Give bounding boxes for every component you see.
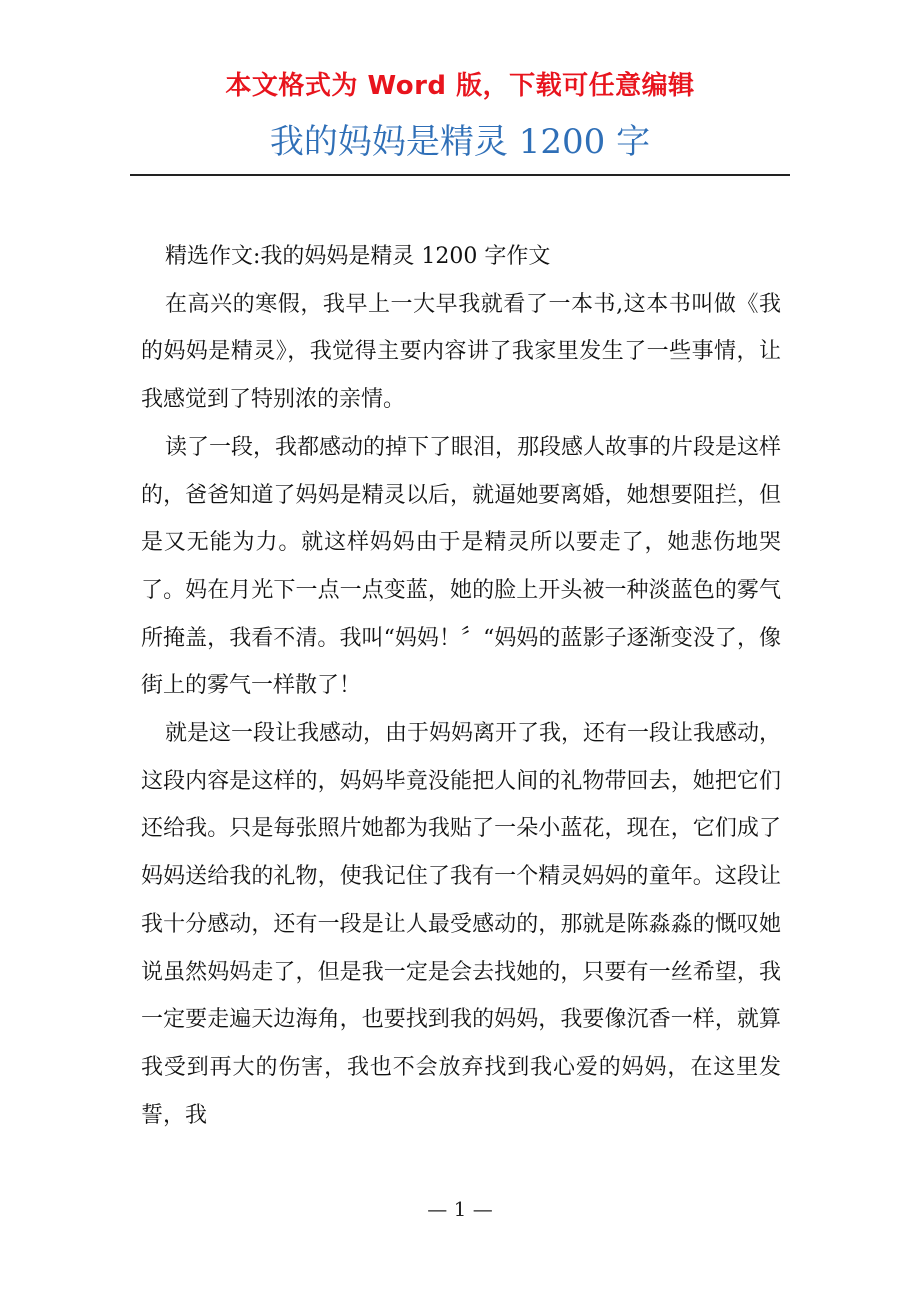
format-notice-banner: 本文格式为 Word 版，下载可任意编辑 — [225, 71, 695, 101]
document-title: 我的妈妈是精灵 1200 字 — [269, 122, 651, 162]
paragraph-subtitle: 精选作文:我的妈妈是精灵 1200 字作文 — [165, 244, 551, 269]
document-body — [141, 233, 781, 1139]
paragraph-2: 读了一段，我都感动的掉下了眼泪，那段感人故事的片段是这样的，爸爸知道了妈妈是精灵以后，就逼她要离婚，她想要阻拦，但是又无能为力。就这样妈妈由于是精灵所以要走了，她悲伤地哭了。妈在月光下一点一点变蓝，她的脸上开头被一种淡蓝色的雾气所掩盖，我看不清。我叫“妈妈！〞“妈妈的蓝影子逐渐变没了，像街上的雾气一样散了！ — [141, 434, 782, 699]
paragraph-1: 在高兴的寒假，我早上一大早我就看了一本书,这本书叫做《我的妈妈是精灵》，我觉得主要内容讲了我家里发生了一些事情，让我感觉到了特别浓的亲情。 — [141, 291, 781, 413]
paragraph-3: 就是这一段让我感动，由于妈妈离开了我，还有一段让我感动，这段内容是这样的，妈妈毕竟没能把人间的礼物带回去，她把它们还给我。只是每张照片她都为我贴了一朵小蓝花，现在，它们成了妈妈送给我的礼物，使我记住了我有一个精灵妈妈的童年。这段让我十分感动，还有一段是让人最受感动的，那就是陈淼淼的慨叹她说虽然妈妈走了，但是我一定是会去找她的，只要有一丝希望，我一定要走遍天边海角，也要找到我的妈妈，我要像沉香一样，就算我受到再大的伤害，我也不会放弃找到我心爱的妈妈，在这里发誓，我 — [141, 721, 782, 1128]
page-number: — 1 — — [427, 1197, 493, 1221]
title-divider — [130, 174, 790, 176]
